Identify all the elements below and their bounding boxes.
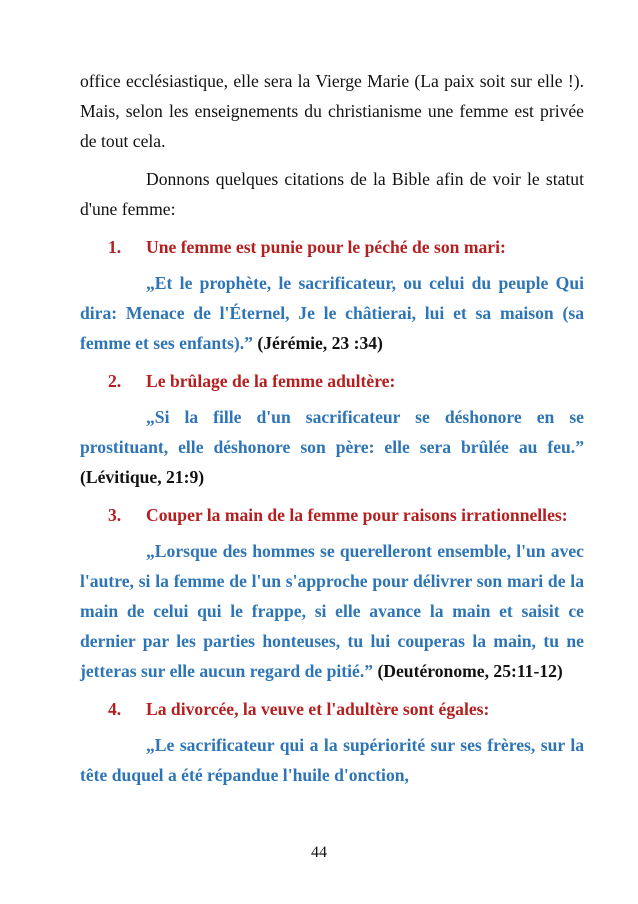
section-heading-text-4: La divorcée, la veuve et l'adultère sont égales: [146, 699, 490, 719]
bible-reference-1: (Jérémie, 23 :34) [257, 333, 383, 353]
section-heading-text-2: Le brûlage de la femme adultère: [146, 371, 396, 391]
section-quote-block-4 [80, 730, 584, 790]
section-quote-block-2 [80, 402, 584, 492]
bible-quote-4: „Le sacrificateur qui a la supériorité sur ses frères, sur la tête duquel a été répandue l'huile d'onction, [80, 735, 584, 785]
section-quote-block-3 [80, 536, 584, 686]
intro-paragraph-1: office ecclésiastique, elle sera la Vierge Marie (La paix soit sur elle !). Mais, selon les enseignements du christianisme une femme est privée de tout cela. [80, 71, 584, 151]
section-heading-text-1: Une femme est punie pour le péché de son mari: [146, 237, 506, 257]
section-number-2: 2. [108, 371, 122, 391]
bible-quote-1: „Et le prophète, le sacrificateur, ou celui du peuple Qui dira: Menace de l'Éternel, Je le châtierai, lui et sa maison (sa femme et ses enfants).” [80, 273, 584, 353]
section-number-1: 1. [108, 237, 122, 257]
bible-quote-3: „Lorsque des hommes se querelleront ensemble, l'un avec l'autre, si la femme de l'un s'approche pour délivrer son mari de la main de celui qui le frappe, si elle avance la main et saisit ce dernier par les parties honteuses, tu lui couperas la main, tu ne jetteras sur elle aucun regard de pitié.” [80, 541, 584, 681]
section-heading-1 [80, 232, 584, 262]
section-number-3: 3. [108, 505, 122, 525]
page-number: 44 [311, 844, 327, 861]
intro-paragraph-2: Donnons quelques citations de la Bible afin de voir le statut d'une femme: [80, 169, 584, 219]
section-heading-2 [80, 366, 584, 396]
section-quote-block-1 [80, 268, 584, 358]
bible-quote-2: „Si la fille d'un sacrificateur se déshonore en se prostituant, elle déshonore son père: elle sera brûlée au feu.” [80, 407, 584, 457]
bible-reference-2: (Lévitique, 21:9) [80, 467, 205, 487]
bible-reference-3: (Deutéronome, 25:11-12) [377, 661, 563, 681]
section-heading-4 [80, 694, 584, 724]
section-heading-text-3: Couper la main de la femme pour raisons irrationnelles: [146, 505, 568, 525]
section-heading-3 [80, 500, 584, 530]
section-number-4: 4. [108, 699, 122, 719]
